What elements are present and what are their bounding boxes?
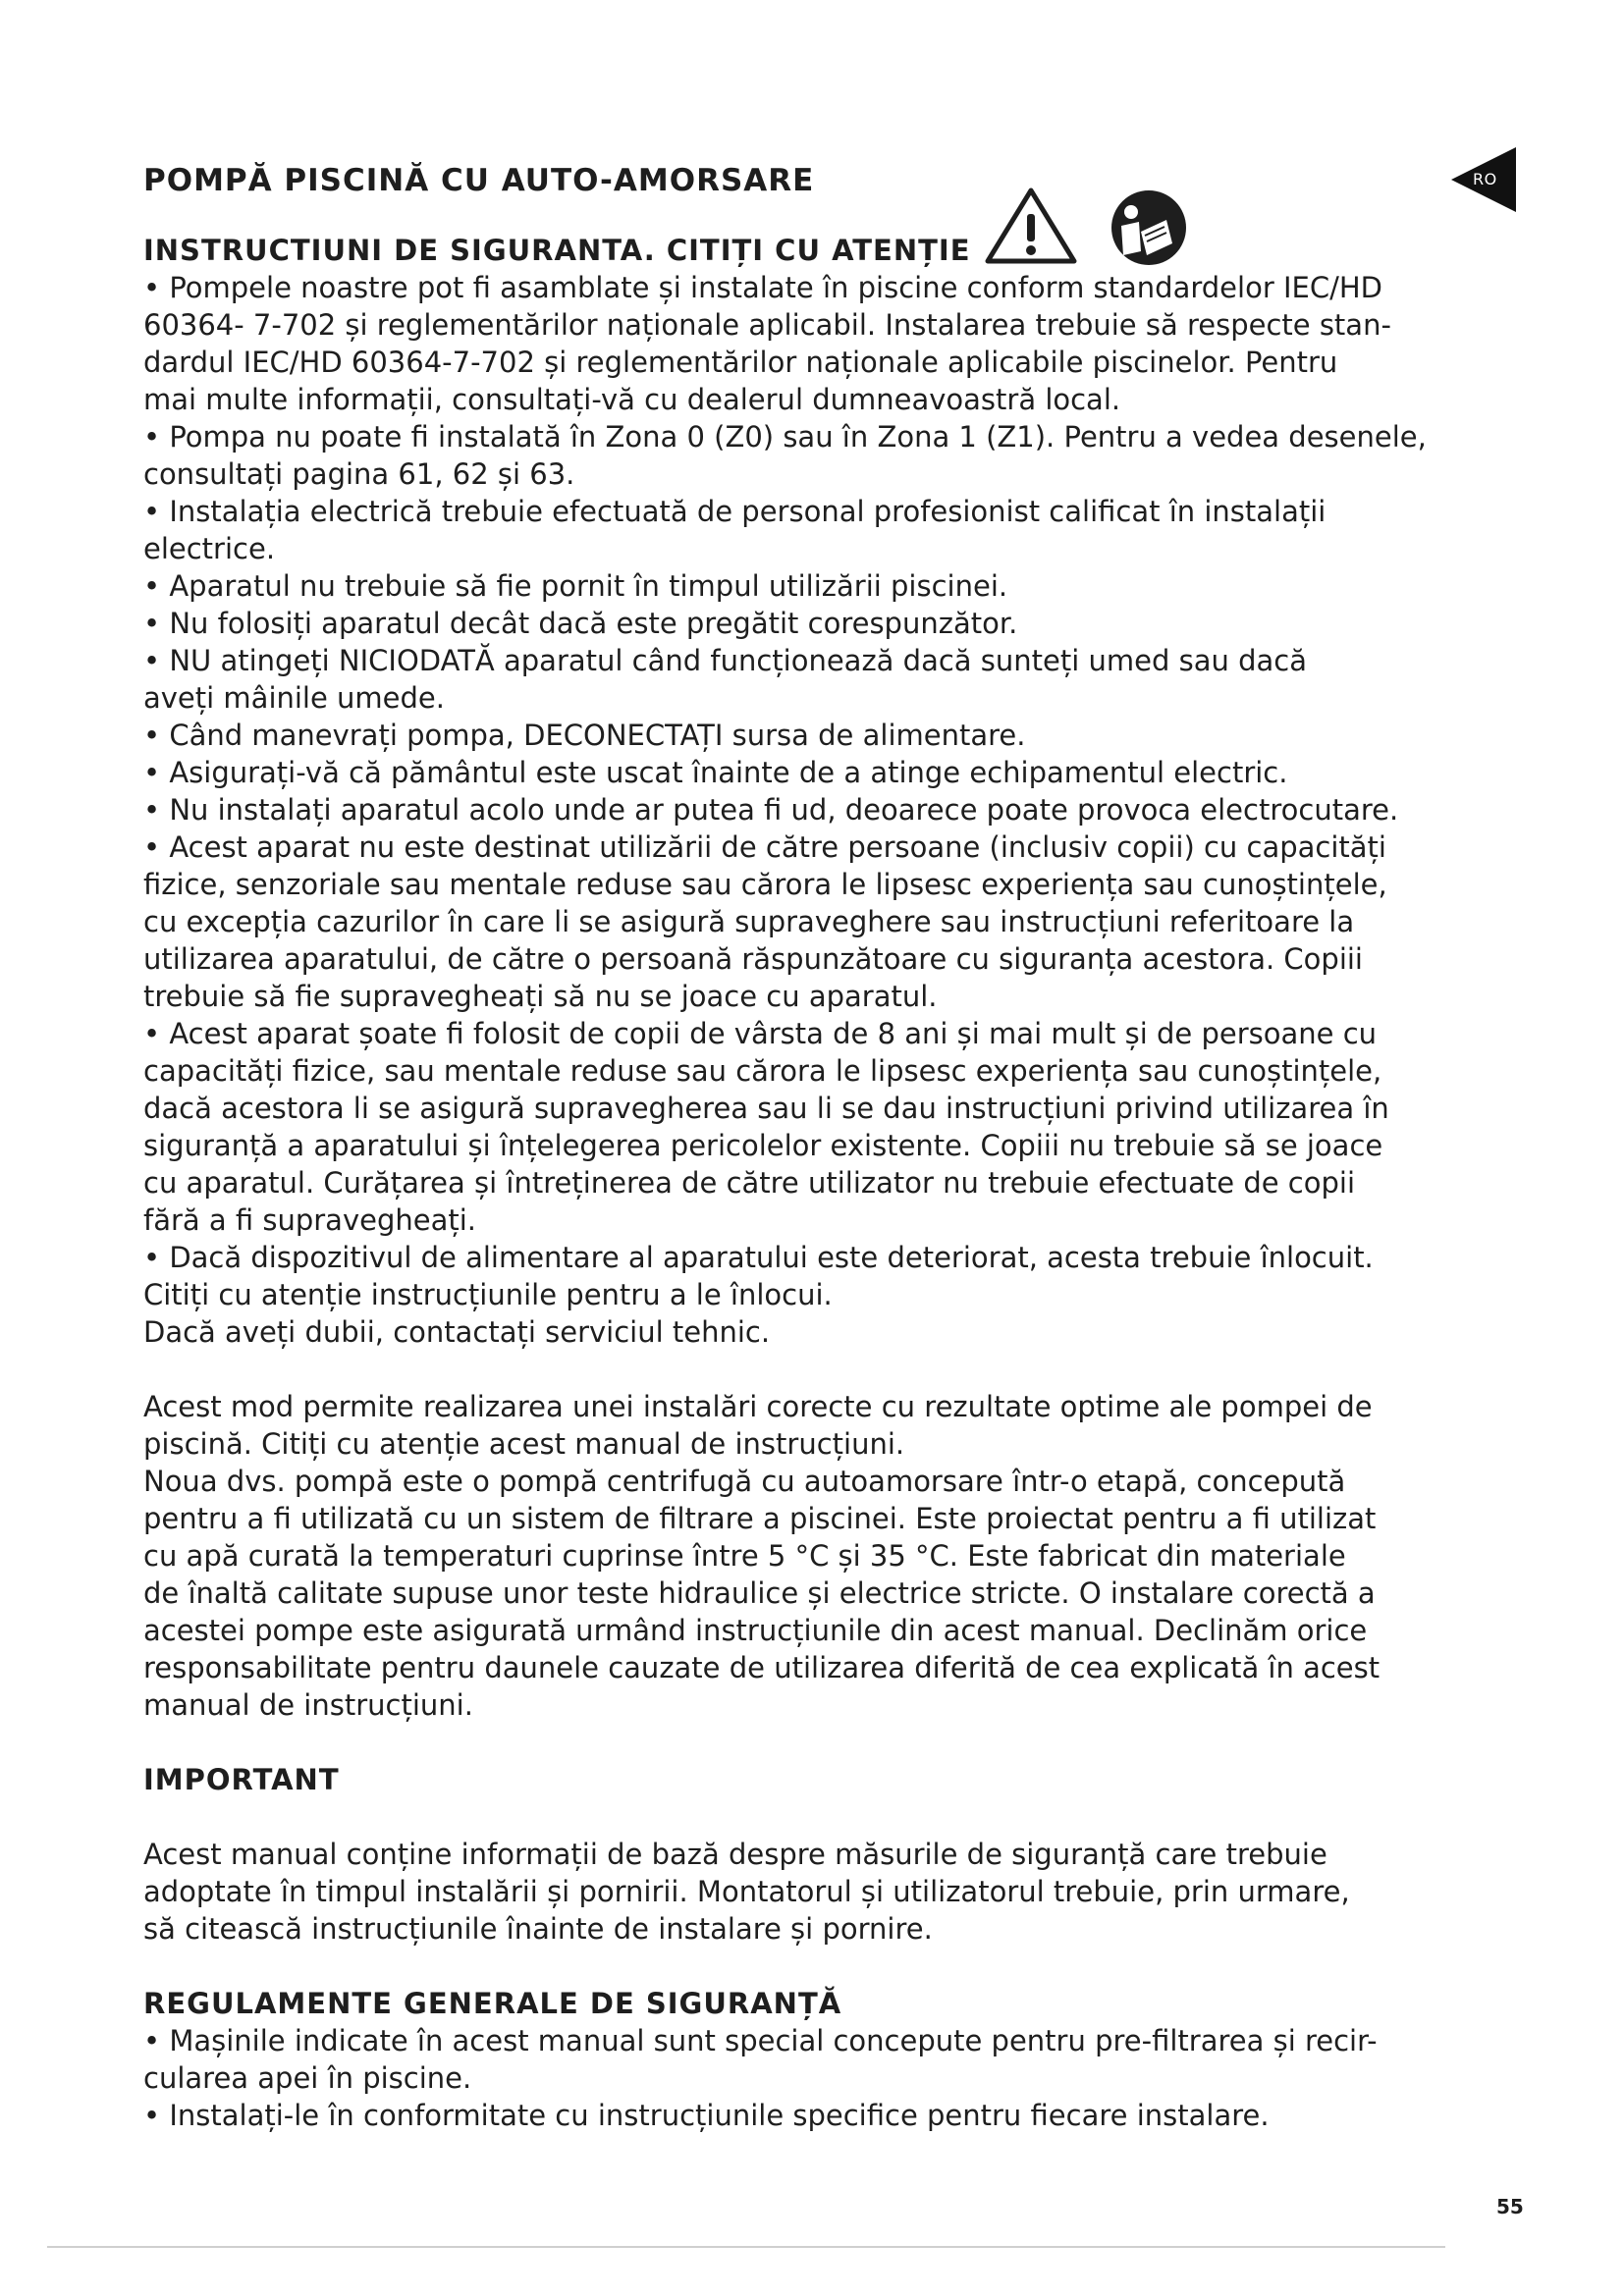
text-line: cu apă curată la temperaturi cuprinse între 5 °C și 35 °C. Este fabricat din materiale bbox=[143, 1539, 1346, 1573]
text-line: cu aparatul. Curățarea și întreținerea de către utilizator nu trebuie efectuate de copii bbox=[143, 1166, 1356, 1200]
text-line: pentru a fi utilizată cu un sistem de filtrare a piscinei. Este proiectat pentru a fi utilizat bbox=[143, 1502, 1377, 1535]
text-line: • Când manevrați pompa, DECONECTAȚI sursa de alimentare. bbox=[143, 719, 1026, 752]
text-line: trebuie să fie supravegheați să nu se joace cu aparatul. bbox=[143, 980, 938, 1013]
text-line: piscină. Citiți cu atenție acest manual de instrucțiuni. bbox=[143, 1427, 905, 1461]
important-heading: IMPORTANT bbox=[143, 1763, 340, 1796]
text-line: mai multe informații, consultați-vă cu dealerul dumneavoastră local. bbox=[143, 383, 1121, 416]
text-line: capacități fizice, sau mentale reduse sau cărora le lipsesc experiența sau cunoștințele, bbox=[143, 1054, 1382, 1088]
text-line: • Aparatul nu trebuie să fie pornit în timpul utilizării piscinei. bbox=[143, 569, 1008, 603]
text-line: cu excepția cazurilor în care li se asigură supraveghere sau instrucțiuni referitoare la bbox=[143, 905, 1355, 938]
text-line: • Nu instalați aparatul acolo unde ar putea fi ud, deoarece poate provoca electrocutare. bbox=[143, 793, 1399, 827]
document-title: POMPĂ PISCINĂ CU AUTO-AMORSARE bbox=[143, 163, 815, 198]
page-number: 55 bbox=[1496, 2195, 1524, 2218]
text-line: Citiți cu atenție instrucțiunile pentru a le înlocui. bbox=[143, 1278, 833, 1311]
text-line: de înaltă calitate supuse unor teste hidraulice și electrice stricte. O instalare corectă a bbox=[143, 1576, 1376, 1610]
text-line: Dacă aveți dubii, contactați serviciul tehnic. bbox=[143, 1315, 771, 1349]
text-line: • Pompele noastre pot fi asamblate și instalate în piscine conform standardelor IEC/HD bbox=[143, 271, 1382, 304]
text-line: cularea apei în piscine. bbox=[143, 2061, 472, 2095]
document-body bbox=[143, 232, 1538, 2134]
text-line: Acest manual conține informații de bază despre măsurile de siguranță care trebuie bbox=[143, 1838, 1327, 1871]
text-line: • Mașinile indicate în acest manual sunt special concepute pentru pre-filtrarea și recir- bbox=[143, 2024, 1378, 2057]
text-line: electrice. bbox=[143, 532, 276, 565]
general-safety-heading: REGULAMENTE GENERALE DE SIGURANȚĂ bbox=[143, 1987, 842, 2020]
text-line: • Dacă dispozitivul de alimentare al aparatului este deteriorat, acesta trebuie înlocuit. bbox=[143, 1241, 1374, 1274]
text-line: • Instalația electrică trebuie efectuată de personal profesionist calificat în instalații bbox=[143, 495, 1326, 528]
text-line: responsabilitate pentru daunele cauzate de utilizarea diferită de cea explicată în acest bbox=[143, 1651, 1380, 1684]
safety-heading: INSTRUCTIUNI DE SIGURANTA. CITIȚI CU ATENȚIE bbox=[143, 234, 971, 267]
text-line: dacă acestora li se asigură supravegherea sau li se dau instrucțiuni privind utilizarea în bbox=[143, 1092, 1389, 1125]
text-line: • Asigurați-vă că pământul este uscat înainte de a atinge echipamentul electric. bbox=[143, 756, 1288, 789]
intro-text bbox=[143, 1388, 1538, 1724]
text-line: fizice, senzoriale sau mentale reduse sau cărora le lipsesc experiența sau cunoștințele, bbox=[143, 868, 1387, 901]
text-line: 60364- 7-702 și reglementărilor naționale aplicabil. Instalarea trebuie să respecte stan- bbox=[143, 308, 1391, 342]
text-line: să citească instrucțiunile înainte de instalare și pornire. bbox=[143, 1912, 933, 1946]
text-line: • Acest aparat nu este destinat utilizării de către persoane (inclusiv copii) cu capacități bbox=[143, 830, 1386, 864]
text-line: • Instalați-le în conformitate cu instrucțiunile specifice pentru fiecare instalare. bbox=[143, 2099, 1270, 2132]
text-line: adoptate în timpul instalării și pornirii. Montatorul și utilizatorul trebuie, prin urmare, bbox=[143, 1875, 1350, 1908]
text-line: aveți mâinile umede. bbox=[143, 681, 445, 715]
text-line: • Nu folosiți aparatul decât dacă este pregătit corespunzător. bbox=[143, 607, 1018, 640]
text-line: dardul IEC/HD 60364-7-702 și reglementărilor naționale aplicabile piscinelor. Pentru bbox=[143, 346, 1338, 379]
language-code: RO bbox=[1473, 170, 1497, 188]
text-line: Acest mod permite realizarea unei instalări corecte cu rezultate optime ale pompei de bbox=[143, 1390, 1373, 1423]
text-line: • Acest aparat șoate fi folosit de copii de vârsta de 8 ani și mai mult și de persoane cu bbox=[143, 1017, 1378, 1050]
text-line: siguranță a aparatului și înțelegerea pericolelor existente. Copiii nu trebuie să se joace bbox=[143, 1129, 1383, 1162]
safety-text bbox=[143, 269, 1538, 1351]
text-line: • NU atingeți NICIODATĂ aparatul când funcționează dacă sunteți umed sau dacă bbox=[143, 644, 1307, 677]
footer-divider bbox=[47, 2246, 1445, 2248]
text-line: consultați pagina 61, 62 și 63. bbox=[143, 457, 575, 491]
text-line: fără a fi supravegheați. bbox=[143, 1203, 477, 1237]
general-safety-text bbox=[143, 2022, 1538, 2134]
text-line: utilizarea aparatului, de către o persoană răspunzătoare cu siguranța acestora. Copiii bbox=[143, 942, 1363, 976]
important-text bbox=[143, 1836, 1538, 1948]
text-line: manual de instrucțiuni. bbox=[143, 1688, 473, 1722]
text-line: • Pompa nu poate fi instalată în Zona 0 (Z0) sau în Zona 1 (Z1). Pentru a vedea desenele, bbox=[143, 420, 1427, 454]
text-line: Noua dvs. pompă este o pompă centrifugă cu autoamorsare într-o etapă, concepută bbox=[143, 1465, 1346, 1498]
text-line: acestei pompe este asigurată urmând instrucțiunile din acest manual. Declinăm orice bbox=[143, 1614, 1368, 1647]
